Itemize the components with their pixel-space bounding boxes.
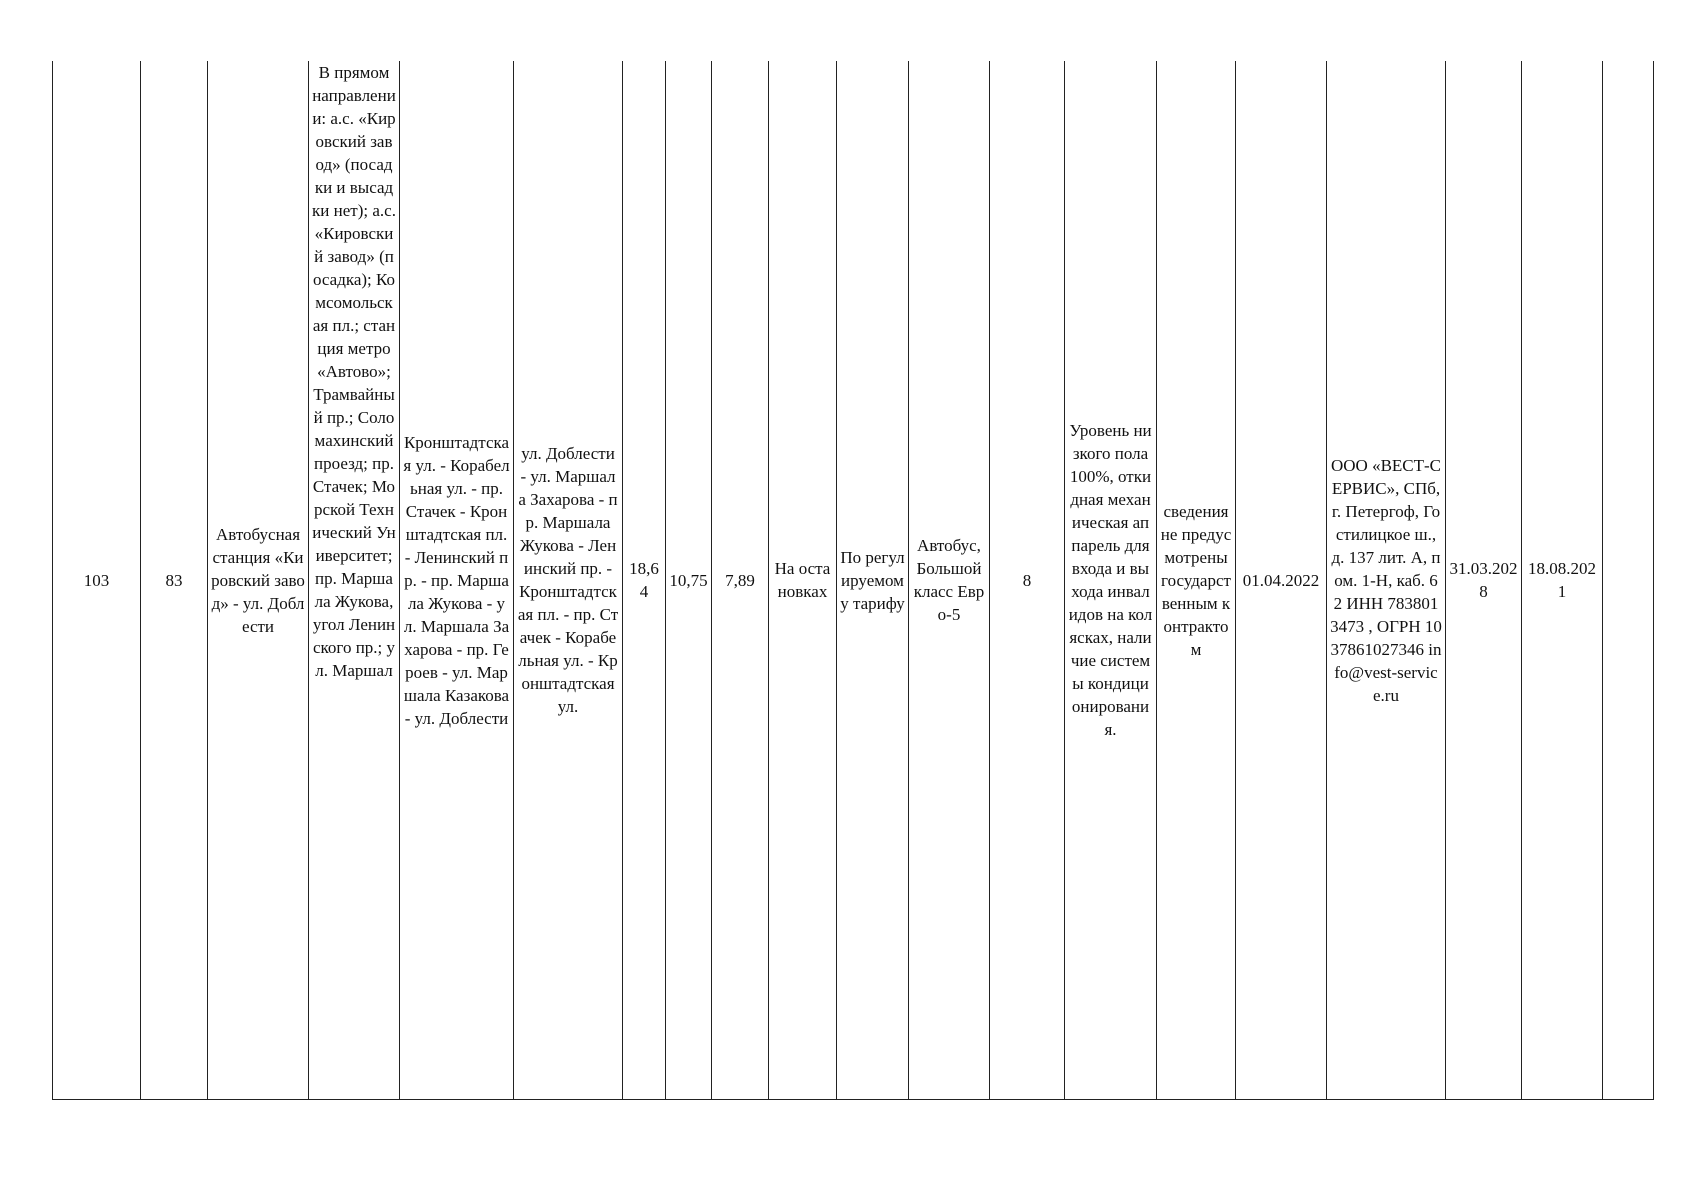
cell-carrier — [1327, 61, 1446, 1100]
cell-change-date — [1522, 61, 1603, 1100]
table-row — [53, 61, 1654, 1100]
cell-length-backward — [666, 61, 712, 1100]
cell-streets-backward — [514, 61, 623, 1100]
cell-vehicle-features — [1065, 61, 1157, 1100]
start-date: 01.04.2022 — [1242, 570, 1320, 590]
vehicle-type: Автобус, Большой класс Евро-5 — [913, 536, 985, 624]
cell-stops — [309, 61, 400, 1100]
route-number: 83 — [165, 570, 183, 590]
stops-list: В прямом направлении: а.с. «Кировский завод» (посадки и высадки нет); а.с. «Кировский завод» (посадка); Комсомольская пл.; станция метро «Автово»; Трамвайный пр.; Соломахинский проезд; пр. Стачек; Морской Технический Университет; пр. Маршала Жукова, угол Ленинского пр.; ул. Маршал — [312, 63, 396, 680]
cell-streets-forward — [400, 61, 514, 1100]
cell-route-number — [141, 61, 208, 1100]
change-date: 18.08.2021 — [1528, 559, 1596, 601]
length-other: 7,89 — [725, 570, 755, 590]
length-backward: 10,75 — [669, 570, 708, 590]
tariff-type: По регулируемому тарифу — [840, 547, 905, 613]
cell-vehicle-count — [990, 61, 1065, 1100]
route-registry-table — [52, 61, 1654, 1100]
cell-vehicle-type — [909, 61, 990, 1100]
end-date: 31.03.2028 — [1449, 559, 1518, 601]
cell-extra — [1603, 61, 1654, 1100]
boarding-order: На остановках — [774, 559, 831, 601]
contract-info: сведения не предусмотрены государственным контрактом — [1160, 501, 1232, 659]
vehicle-count: 8 — [1022, 570, 1032, 590]
cell-boarding-order — [769, 61, 837, 1100]
carrier-info: ООО «ВЕСТ-СЕРВИС», СПб, г. Петергоф, Гостилицкое ш., д. 137 лит. А, пом. 1-Н, каб. 62 ИНН 7838013473 , ОГРН 1037861027346 info@vest-service.ru — [1330, 455, 1442, 705]
vehicle-features: Уровень низкого пола 100%, откидная механическая аппарель для входа и выхода инвалидов на колясках, наличие системы кондиционирования. — [1068, 421, 1153, 739]
row-number: 103 — [83, 570, 110, 590]
length-forward: 18,64 — [629, 559, 659, 601]
route-name: Автобусная станция «Кировский завод» - ул. Доблести — [211, 524, 305, 636]
cell-length-forward — [623, 61, 666, 1100]
cell-route-name — [208, 61, 309, 1100]
streets-backward: ул. Доблести - ул. Маршала Захарова - пр. Маршала Жукова - Ленинский пр. - Кронштадтская пл. - пр. Стачек - Корабельная ул. - Кронштадтская ул. — [517, 444, 619, 716]
cell-end-date — [1446, 61, 1522, 1100]
cell-tariff-type — [837, 61, 909, 1100]
cell-start-date — [1236, 61, 1327, 1100]
cell-length-other — [712, 61, 769, 1100]
cell-contract-info — [1157, 61, 1236, 1100]
cell-row-number — [53, 61, 141, 1100]
streets-forward: Кронштадтская ул. - Корабельная ул. - пр. Стачек - Кронштадтская пл. - Ленинский пр. - пр. Маршала Жукова - ул. Маршала Захарова - пр. Героев - ул. Маршала Казакова - ул. Доблести — [403, 432, 510, 728]
